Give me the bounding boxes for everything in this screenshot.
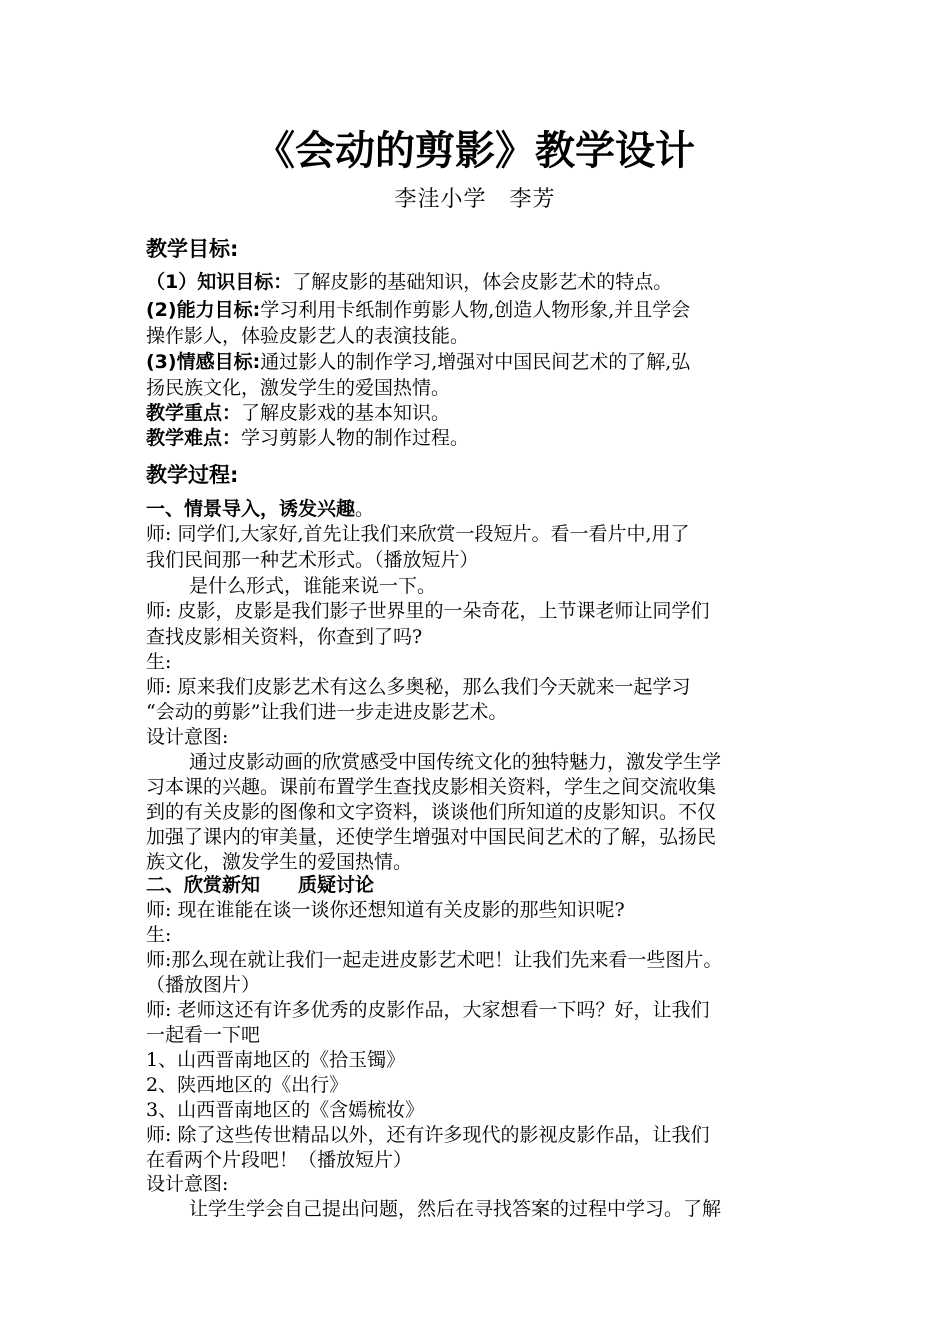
section2-heading: 二、欣赏新知 质疑讨论 — [146, 874, 375, 896]
paragraph-line: 通过皮影动画的欣赏感受中国传统文化的独特魅力，激发学生学 — [189, 751, 722, 773]
goal-ability-cont: 操作影人，体验皮影艺人的表演技能。 — [146, 325, 470, 347]
difficult-point — [146, 426, 826, 450]
paragraph-line: 设计意图: — [146, 1173, 229, 1195]
paragraph-line: “会动的剪影”让我们进一步走进皮影艺术。 — [146, 701, 508, 723]
goal-ability-label: (2)能力目标: — [146, 299, 261, 321]
goal-ability — [146, 298, 826, 322]
goal-knowledge-text: 了解皮影的基础知识，体会皮影艺术的特点。 — [292, 271, 673, 293]
section1-heading — [146, 497, 826, 521]
difficult-point-label: 教学难点： — [146, 427, 242, 449]
goal-emotion-text: 通过影人的制作学习,增强对中国民间艺术的了解,弘 — [260, 351, 691, 373]
paragraph-line: 生: — [146, 924, 172, 946]
paragraph-line: 让学生学会自己提出问题，然后在寻找答案的过程中学习。了解 — [189, 1198, 722, 1220]
author-line: 李洼小学 李芳 — [394, 187, 556, 212]
list-item: 1、山西晋南地区的《拾玉镯》 — [146, 1049, 406, 1071]
paragraph-line: 到的有关皮影的图像和文字资料，谈谈他们所知道的皮影知识。不仅 — [146, 801, 717, 823]
paragraph-line: 我们民间那一种艺术形式。（播放短片） — [146, 549, 479, 571]
paragraph-line: 在看两个片段吧！（播放短片） — [146, 1149, 413, 1171]
paragraph-line: 习本课的兴趣。课前布置学生查找皮影相关资料，学生之间交流收集 — [146, 776, 717, 798]
key-point — [146, 401, 826, 425]
goal-emotion-cont: 扬民族文化，激发学生的爱国热情。 — [146, 377, 451, 399]
paragraph-line: 生: — [146, 651, 172, 673]
difficult-point-text: 学习剪影人物的制作过程。 — [241, 427, 470, 449]
paragraph-line: 是什么形式，谁能来说一下。 — [189, 575, 437, 597]
list-item: 3、山西晋南地区的《含嫣梳妆》 — [146, 1099, 425, 1121]
paragraph-line: 师:那么现在就让我们一起走进皮影艺术吧！让我们先来看一些图片。 — [146, 949, 723, 971]
paragraph-line: 一起看一下吧 — [146, 1024, 261, 1046]
paragraph-line: （播放图片） — [146, 974, 261, 996]
list-item: 2、陕西地区的《出行》 — [146, 1074, 349, 1096]
goal-ability-text: 学习利用卡纸制作剪影人物,创造人物形象,并且学会 — [260, 299, 691, 321]
paragraph-line: 师: 现在谁能在谈一谈你还想知道有关皮影的那些知识呢? — [146, 899, 625, 921]
paragraph-line: 设计意图: — [146, 726, 229, 748]
paragraph-line: 师: 老师这还有许多优秀的皮影作品，大家想看一下吗？好，让我们 — [146, 999, 710, 1021]
paragraph-line: 师: 同学们,大家好,首先让我们来欣赏一段短片。看一看片中,用了 — [146, 523, 690, 545]
paragraph-line: 族文化，激发学生的爱国热情。 — [146, 851, 413, 873]
key-point-text: 了解皮影戏的基本知识。 — [241, 402, 451, 424]
key-point-label: 教学重点： — [146, 402, 242, 424]
goal-emotion-label: (3)情感目标: — [146, 351, 261, 373]
goal-knowledge — [146, 270, 826, 294]
page-title: 《会动的剪影》教学设计 — [255, 128, 695, 174]
process-heading: 教学过程: — [146, 463, 239, 487]
paragraph-line: 师: 原来我们皮影艺术有这么多奥秘，那么我们今天就来一起学习 — [146, 676, 691, 698]
paragraph-line: 师: 除了这些传世精品以外，还有许多现代的影视皮影作品，让我们 — [146, 1124, 710, 1146]
paragraph-line: 查找皮影相关资料，你查到了吗? — [146, 626, 423, 648]
section1-heading-end: 。 — [355, 498, 375, 520]
section1-heading-text: 一、情景导入，诱发兴趣 — [146, 498, 356, 520]
paragraph-line: 加强了课内的审美量，还使学生增强对中国民间艺术的了解，弘扬民 — [146, 826, 717, 848]
goal-emotion — [146, 350, 826, 374]
paragraph-line: 师: 皮影，皮影是我们影子世界里的一朵奇花，上节课老师让同学们 — [146, 600, 710, 622]
goals-heading: 教学目标: — [146, 237, 239, 261]
goal-knowledge-label: （1）知识目标： — [146, 271, 293, 293]
